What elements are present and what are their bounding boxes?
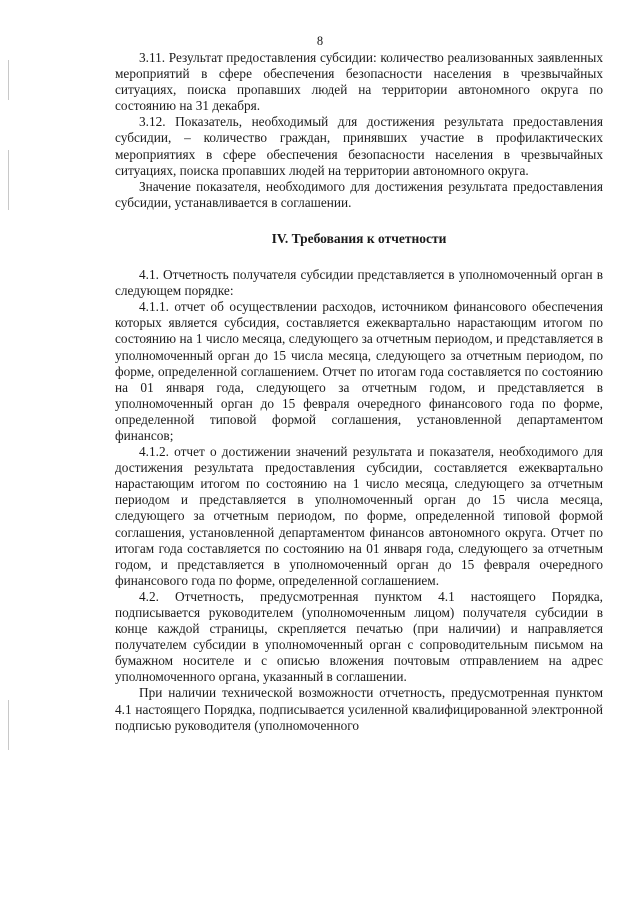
paragraph-3-12: 3.12. Показатель, необходимый для достижения результата предоставления субсидии, – количество граждан, принявших участие в профилактических мероприятиях в сфере обеспечения безопасности населения в чрезвычайных ситуациях, поиска пропавших людей на территории автономного округа. bbox=[115, 114, 603, 178]
paragraph-4-2: 4.2. Отчетность, предусмотренная пунктом 4.1 настоящего Порядка, подписывается руководителем (уполномоченным лицом) получателя субсидии в конце каждой страницы, скрепляется печатью (при наличии) и направляется получателем субсидии в уполномоченный орган с сопроводительным письмом на бумажном носителе и с описью вложения почтовым отправлением на адрес уполномоченного органа, указанный в соглашении. bbox=[115, 588, 603, 685]
section-heading: IV. Требования к отчетности bbox=[271, 230, 447, 246]
paragraph-indicator-value: Значение показателя, необходимого для достижения результата предоставления субсидии, устанавливается в соглашении. bbox=[115, 178, 603, 210]
paragraph-4-1-2: 4.1.2. отчет о достижении значений результата и показателя, необходимого для достижения результата предоставления субсидии, составляется ежеквартально нарастающим итогом по состоянию на 1 число месяца, следующего за отчетным периодом и представляется в уполномоченный орган до 15 числа месяца, следующего за отчетным периодом, по форме, определенной типовой формой соглашения, установленной департаментом финансов автономного округа. Отчет по итогам года составляется по состоянию на 01 января года, следующего за отчетным годом, и представляется в уполномоченный орган до 15 февраля очередного финансового года по форме, определенной соглашением. bbox=[115, 444, 603, 588]
paragraph-4-1-1: 4.1.1. отчет об осуществлении расходов, источником финансового обеспечения которых является субсидия, составляется ежеквартально нарастающим итогом по состоянию на 1 число месяца, следующего за отчетным периодом, и представляется в уполномоченный орган до 15 числа месяца, следующего за отчетным периодом, по форме, определенной соглашением. Отчет по итогам года составляется по состоянию на 01 января года, следующего за отчетным годом, и представляется в уполномоченный орган до 15 февраля очередного финансового года по форме, определенной типовой формой соглашения, установленной департаментом финансов; bbox=[115, 299, 603, 443]
paragraph-4-1: 4.1. Отчетность получателя субсидии представляется в уполномоченный орган в следующем порядке: bbox=[115, 267, 603, 299]
page-number: 8 bbox=[316, 34, 324, 48]
document-body bbox=[115, 50, 603, 734]
scan-artifact bbox=[8, 150, 9, 210]
paragraph-electronic-signature: При наличии технической возможности отчетность, предусмотренная пунктом 4.1 настоящего Порядка, подписывается усиленной квалифицированной электронной подписью руководителя (уполномоченного bbox=[115, 685, 603, 733]
scan-artifact bbox=[8, 700, 9, 750]
paragraph-3-11: 3.11. Результат предоставления субсидии: количество реализованных заявленных мероприятий в сфере обеспечения безопасности населения в чрезвычайных ситуациях, поиска пропавших людей на территории автономного округа по состоянию на 31 декабря. bbox=[115, 50, 603, 114]
scan-artifact bbox=[8, 60, 9, 100]
